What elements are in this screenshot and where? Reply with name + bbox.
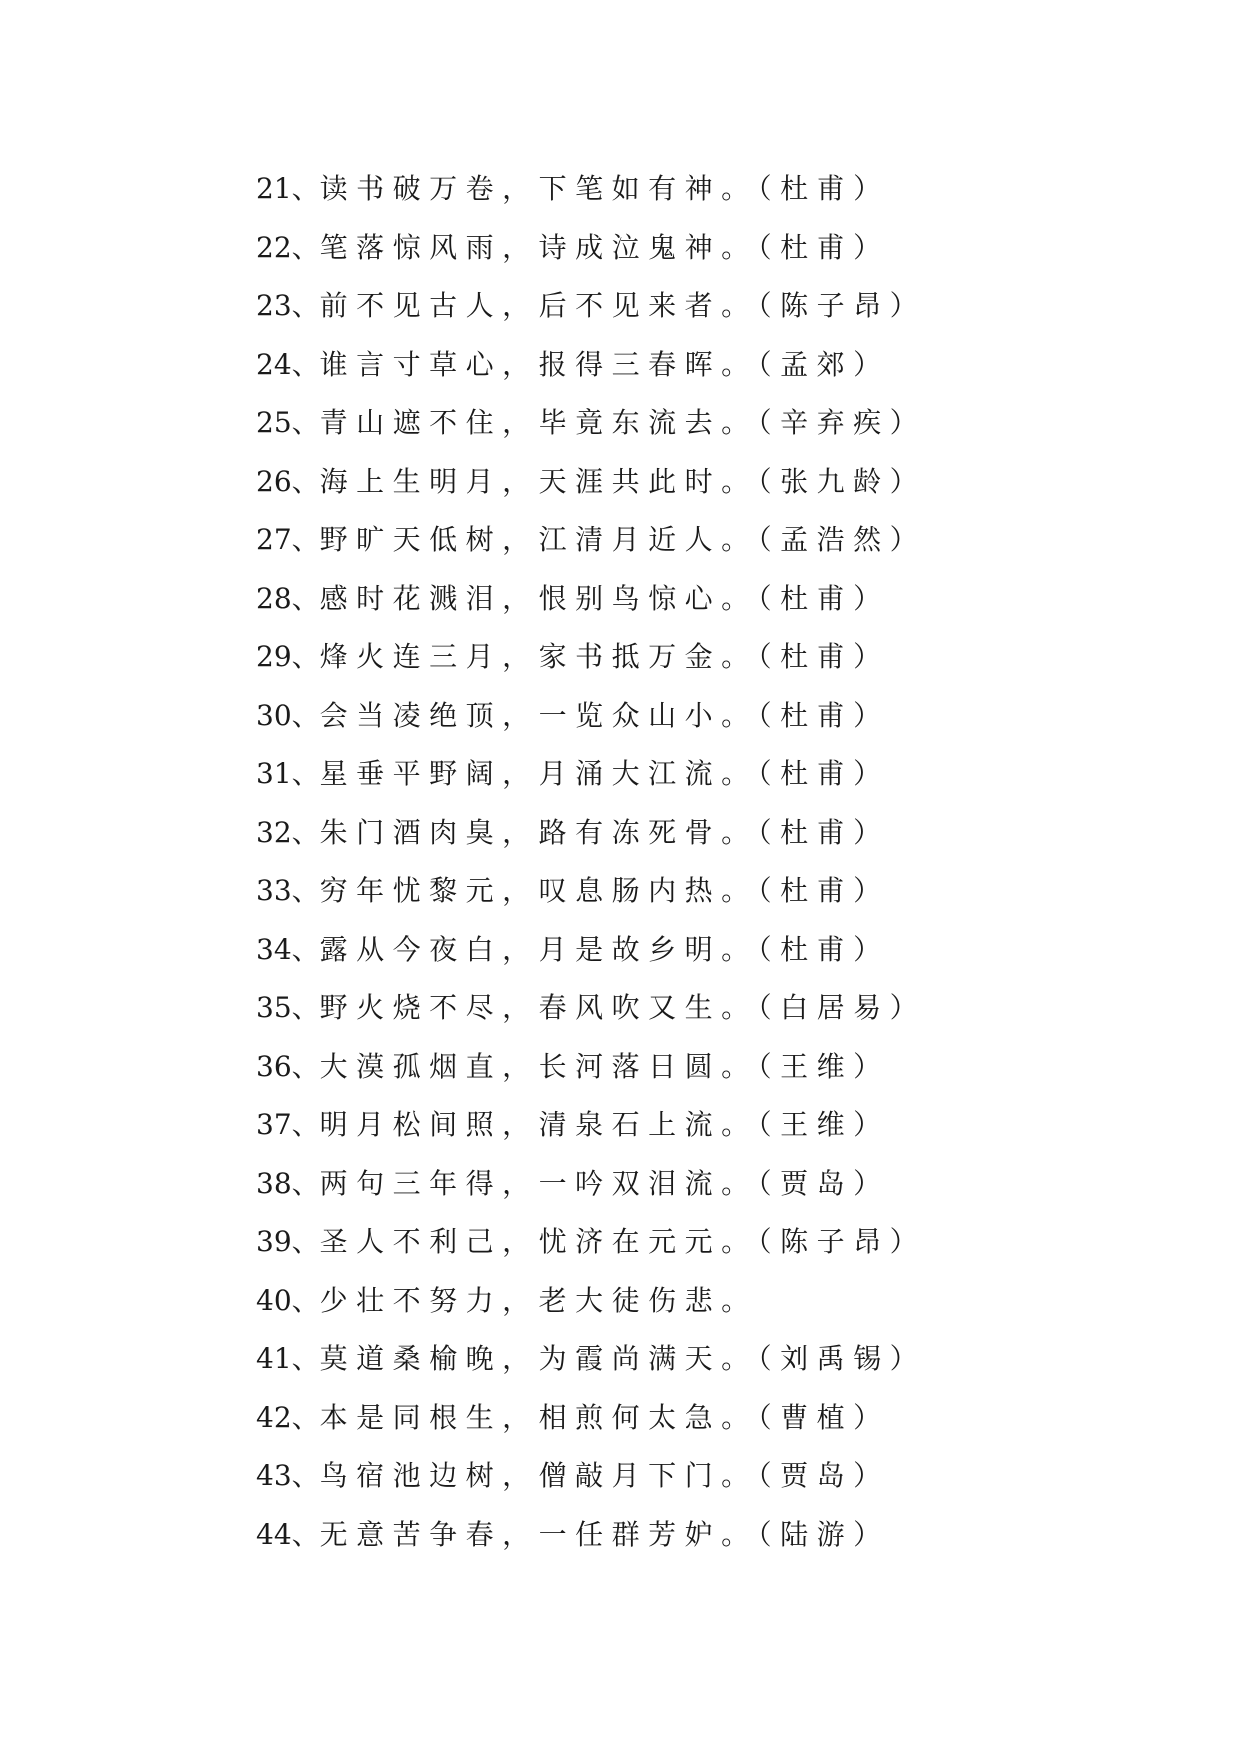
list-item — [256, 804, 926, 863]
item-text: 野火烧不尽，春风吹又生。（白居易） — [319, 991, 927, 1024]
item-number: 21、 — [256, 172, 320, 205]
item-number: 39、 — [256, 1225, 320, 1258]
item-number: 31、 — [256, 757, 320, 790]
item-text: 无意苦争春，一任群芳妒。（陆游） — [319, 1517, 890, 1551]
list-item — [256, 979, 926, 1038]
item-number: 27、 — [256, 523, 320, 556]
item-text: 莫道桑榆晚，为霞尚满天。（刘禹锡） — [319, 1342, 927, 1375]
list-item — [256, 1506, 926, 1565]
item-text: 青山遮不住，毕竟东流去。（辛弃疾） — [319, 406, 927, 439]
list-item — [256, 1330, 926, 1389]
item-text: 会当凌绝顶，一览众山小。（杜甫） — [319, 698, 890, 732]
list-item — [256, 1038, 926, 1097]
item-text: 两句三年得，一吟双泪流。（贾岛） — [319, 1166, 890, 1200]
list-item — [256, 511, 926, 570]
item-text: 笔落惊风雨，诗成泣鬼神。（杜甫） — [319, 230, 890, 264]
list-item — [256, 336, 926, 395]
item-number: 34、 — [256, 932, 320, 966]
item-number: 26、 — [256, 464, 320, 498]
list-item — [256, 628, 926, 687]
item-text: 朱门酒肉臭，路有冻死骨。（杜甫） — [319, 815, 890, 849]
item-number: 36、 — [256, 1049, 320, 1083]
list-item — [256, 1213, 926, 1272]
list-item — [256, 1155, 926, 1214]
list-item — [256, 1272, 926, 1331]
list-item — [256, 862, 926, 921]
item-text: 明月松间照，清泉石上流。（王维） — [319, 1108, 890, 1141]
list-item — [256, 1389, 926, 1448]
item-text: 圣人不利己，忧济在元元。（陈子昂） — [319, 1225, 927, 1258]
item-text: 谁言寸草心，报得三春晖。（孟郊） — [319, 347, 890, 381]
item-text: 野旷天低树，江清月近人。（孟浩然） — [319, 523, 927, 556]
list-item — [256, 570, 926, 629]
item-number: 35、 — [256, 991, 320, 1024]
list-item — [256, 687, 926, 746]
list-item — [256, 1447, 926, 1506]
item-number: 38、 — [256, 1166, 320, 1200]
list-item — [256, 219, 926, 278]
item-number: 28、 — [256, 581, 320, 615]
item-text: 穷年忧黎元，叹息肠内热。（杜甫） — [319, 874, 890, 907]
item-text: 露从今夜白，月是故乡明。（杜甫） — [319, 932, 890, 966]
item-number: 40、 — [256, 1283, 320, 1317]
item-text: 前不见古人，后不见来者。（陈子昂） — [319, 289, 927, 322]
item-number: 29、 — [256, 640, 320, 673]
item-number: 44、 — [256, 1517, 320, 1551]
item-number: 41、 — [256, 1342, 320, 1375]
item-number: 33、 — [256, 874, 320, 907]
item-text: 鸟宿池边树，僧敲月下门。（贾岛） — [319, 1459, 890, 1492]
item-number: 37、 — [256, 1108, 320, 1141]
list-item — [256, 1096, 926, 1155]
item-number: 42、 — [256, 1400, 320, 1434]
item-number: 23、 — [256, 289, 320, 322]
item-number: 24、 — [256, 347, 320, 381]
list-item — [256, 921, 926, 980]
item-number: 25、 — [256, 406, 320, 439]
list-item — [256, 453, 926, 512]
item-text: 烽火连三月，家书抵万金。（杜甫） — [319, 640, 890, 673]
item-text: 大漠孤烟直，长河落日圆。（王维） — [319, 1049, 890, 1083]
item-number: 30、 — [256, 698, 320, 732]
list-item — [256, 160, 926, 219]
list-item — [256, 277, 926, 336]
item-text: 海上生明月，天涯共此时。（张九龄） — [319, 464, 927, 498]
item-text: 少壮不努力，老大徒伤悲。 — [319, 1283, 758, 1317]
item-text: 星垂平野阔，月涌大江流。（杜甫） — [319, 757, 890, 790]
item-number: 43、 — [256, 1459, 320, 1492]
poem-list — [256, 160, 926, 1564]
item-number: 22、 — [256, 230, 320, 264]
item-text: 本是同根生，相煎何太急。（曹植） — [319, 1400, 890, 1434]
item-text: 感时花溅泪，恨别鸟惊心。（杜甫） — [319, 581, 890, 615]
list-item — [256, 394, 926, 453]
list-item — [256, 745, 926, 804]
item-text: 读书破万卷，下笔如有神。（杜甫） — [319, 172, 890, 205]
item-number: 32、 — [256, 815, 320, 849]
